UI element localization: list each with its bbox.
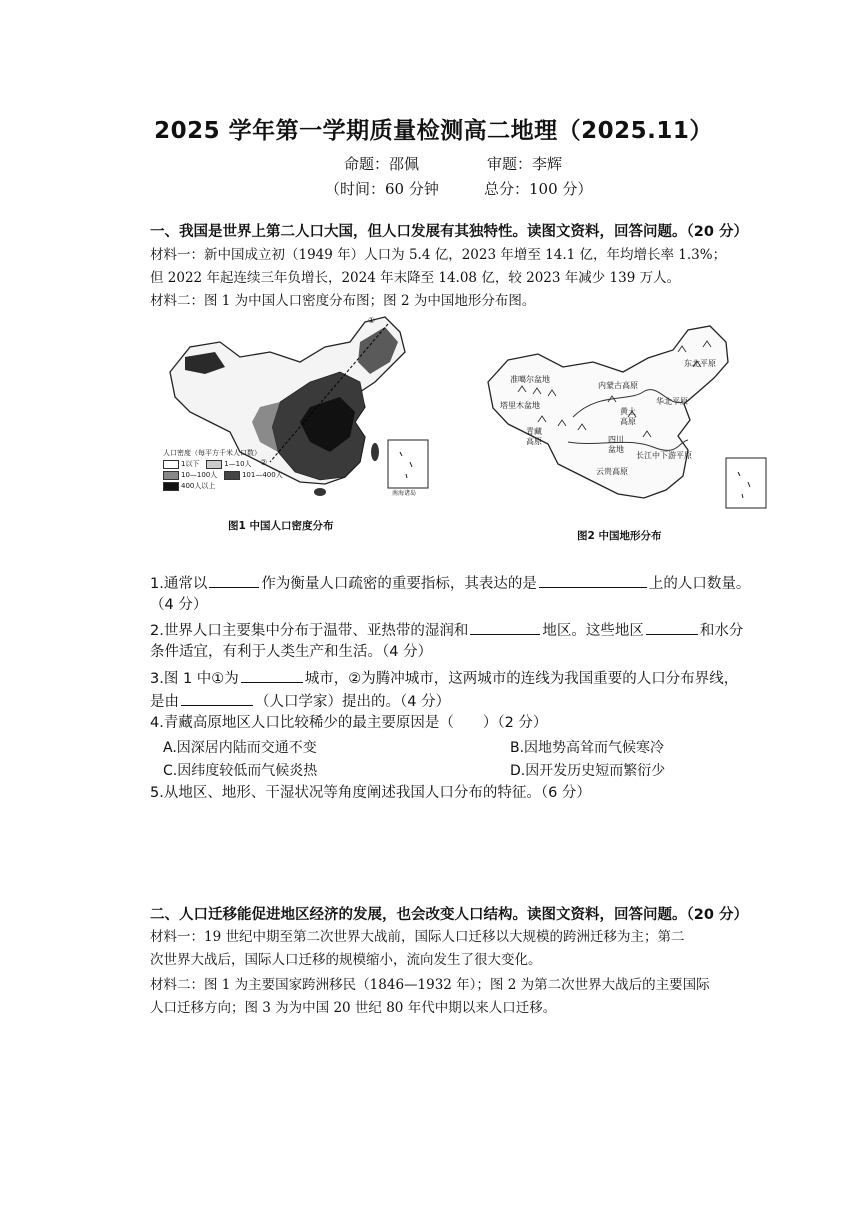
q4-option-b[interactable]: B.因地势高耸而气候寒冷 (510, 740, 665, 756)
terrain-label-pendi: 盆地 (608, 445, 624, 454)
terrain-label-sichuan: 四川 (608, 435, 624, 444)
question-5: 5.从地区、地形、干湿状况等角度阐述我国人口分布的特征。（6 分） (150, 785, 591, 801)
hainan (314, 488, 326, 496)
q5-answer-space[interactable] (150, 810, 790, 890)
legend-label-0: 1以下 (181, 460, 200, 468)
terrain-label-neimenggu: 内蒙古高原 (598, 381, 638, 390)
legend-row-2 (163, 470, 283, 481)
q3-text-c: 是由 (150, 694, 179, 710)
section2-material1-line1: 材料一：19 世纪中期至第二次世界大战前，国际人口迁移以大规模的跨洲迁移为主；第二 (150, 929, 685, 945)
question-2-cont: 条件适宜，有利于人类生产和生活。（4 分） (150, 644, 433, 660)
q3-blank-2[interactable] (181, 689, 253, 706)
fig2-terrain-map (478, 322, 778, 522)
question-1 (150, 571, 790, 596)
section2-material2-line1: 材料二：图 1 为主要国家跨洲移民（1846—1932 年）；图 2 为第二次世界大战后的主要国际 (150, 977, 710, 993)
taiwan (371, 443, 379, 461)
q2-blank-2[interactable] (646, 618, 698, 635)
legend-row-3 (163, 481, 283, 492)
q3-blank-1[interactable] (241, 666, 303, 683)
question-4: 4.青藏高原地区人口比较稀少的最主要原因是（ ）（2 分） (150, 715, 548, 731)
legend-row-1 (163, 459, 283, 470)
q3-text-a: 3.图 1 中①为 (150, 671, 239, 687)
legend-label-4: 400人以上 (181, 482, 216, 490)
south-sea-inset-2 (726, 458, 766, 508)
marker-2: ② (260, 458, 268, 467)
q2-text-b: 地区。这些地区 (542, 623, 644, 639)
legend-swatch-3 (224, 471, 240, 480)
legend-title: 人口密度（每平方千米人口数） (163, 449, 261, 457)
q1-blank-1[interactable] (209, 571, 259, 588)
inset-label: 南海诸岛 (392, 490, 417, 497)
terrain-label-qingzang: 青藏 (526, 427, 542, 436)
marker-1: ① (368, 316, 376, 325)
terrain-label-junggar: 准噶尔盆地 (510, 375, 550, 384)
terrain-label-tarim: 塔里木盆地 (500, 401, 540, 410)
q4-option-c[interactable]: C.因纬度较低而气候炎热 (163, 763, 318, 779)
q3-text-d: （人口学家）提出的。（4 分） (255, 694, 451, 710)
section2-material2-line2: 人口迁移方向；图 3 为为中国 20 世纪 80 年代中期以来人口迁移。 (150, 1000, 557, 1016)
question-2 (150, 618, 790, 643)
section1-material2: 材料二：图 1 为中国人口密度分布图；图 2 为中国地形分布图。 (150, 293, 536, 309)
question-3-cont (150, 689, 790, 714)
q2-blank-1[interactable] (470, 618, 540, 635)
legend-label-2: 10—100人 (181, 471, 218, 479)
section2-material1-line2: 次世界大战后，国际人口迁移的规模缩小，流向发生了很大变化。 (150, 952, 542, 968)
section1-material1-line1: 材料一：新中国成立初（1949 年）人口为 5.4 亿，2023 年增至 14.1 亿，年均增长率 1.3%； (150, 247, 727, 263)
question-1-score: （4 分） (150, 597, 208, 613)
terrain-label-dongbei: 东北平原 (684, 359, 716, 368)
legend-swatch-0 (163, 460, 179, 469)
q2-text-c: 和水分 (699, 623, 744, 639)
fig1-legend (163, 448, 283, 492)
q4-option-d[interactable]: D.因开发历史短而繁衍少 (510, 763, 666, 779)
q1-text-a: 1.通常以 (150, 576, 208, 592)
q2-text-a: 2.世界人口主要集中分布于温带、亚热带的湿润和 (150, 623, 469, 639)
author: 命题：邵佩 (344, 155, 420, 173)
legend-swatch-2 (163, 471, 179, 480)
terrain-label-huabei: 华北平原 (656, 397, 688, 406)
q1-text-b: 作为衡量人口疏密的重要指标，其表达的是 (261, 576, 537, 592)
legend-swatch-4 (163, 482, 179, 491)
q1-blank-2[interactable] (539, 571, 647, 588)
terrain-label-changjiang: 长江中下游平原 (636, 451, 692, 460)
section2-heading: 二、人口迁移能促进地区经济的发展，也会改变人口结构。读图文资料，回答问题。（20 分） (150, 907, 748, 923)
total-score: 总分：100 分） (484, 180, 593, 198)
terrain-label-gaoyuan: 高原 (526, 437, 542, 446)
fig2-caption: 图2 中国地形分布 (577, 530, 662, 542)
fig1-caption: 图1 中国人口密度分布 (228, 520, 334, 532)
exam-time: （时间：60 分钟 (325, 180, 439, 198)
section1-heading: 一、我国是世界上第二人口大国，但人口发展有其独特性。读图文资料，回答问题。（20 分） (150, 224, 748, 240)
terrain-label-huangtu-gaoyuan: 高原 (620, 417, 636, 426)
terrain-label-yungui: 云贵高原 (596, 467, 628, 476)
legend-label-1: 1—10人 (224, 460, 252, 468)
legend-label-3: 101—400人 (241, 471, 283, 479)
q3-text-b: 城市，②为腾冲城市，这两城市的连线为我国重要的人口分布界线， (304, 671, 739, 687)
exam-title: 2025 学年第一学期质量检测高二地理（2025.11） (154, 118, 713, 144)
q4-option-a[interactable]: A.因深居内陆而交通不变 (163, 740, 317, 756)
question-3 (150, 666, 790, 691)
south-sea-inset (388, 440, 428, 488)
reviewer: 审题：李辉 (487, 155, 563, 173)
q1-text-c: 上的人口数量。 (648, 576, 751, 592)
legend-swatch-1 (206, 460, 222, 469)
section1-material1-line2: 但 2022 年起连续三年负增长，2024 年末降至 14.08 亿，较 2023 年减少 139 万人。 (150, 270, 681, 286)
terrain-label-huangtu: 黄土 (620, 407, 636, 416)
